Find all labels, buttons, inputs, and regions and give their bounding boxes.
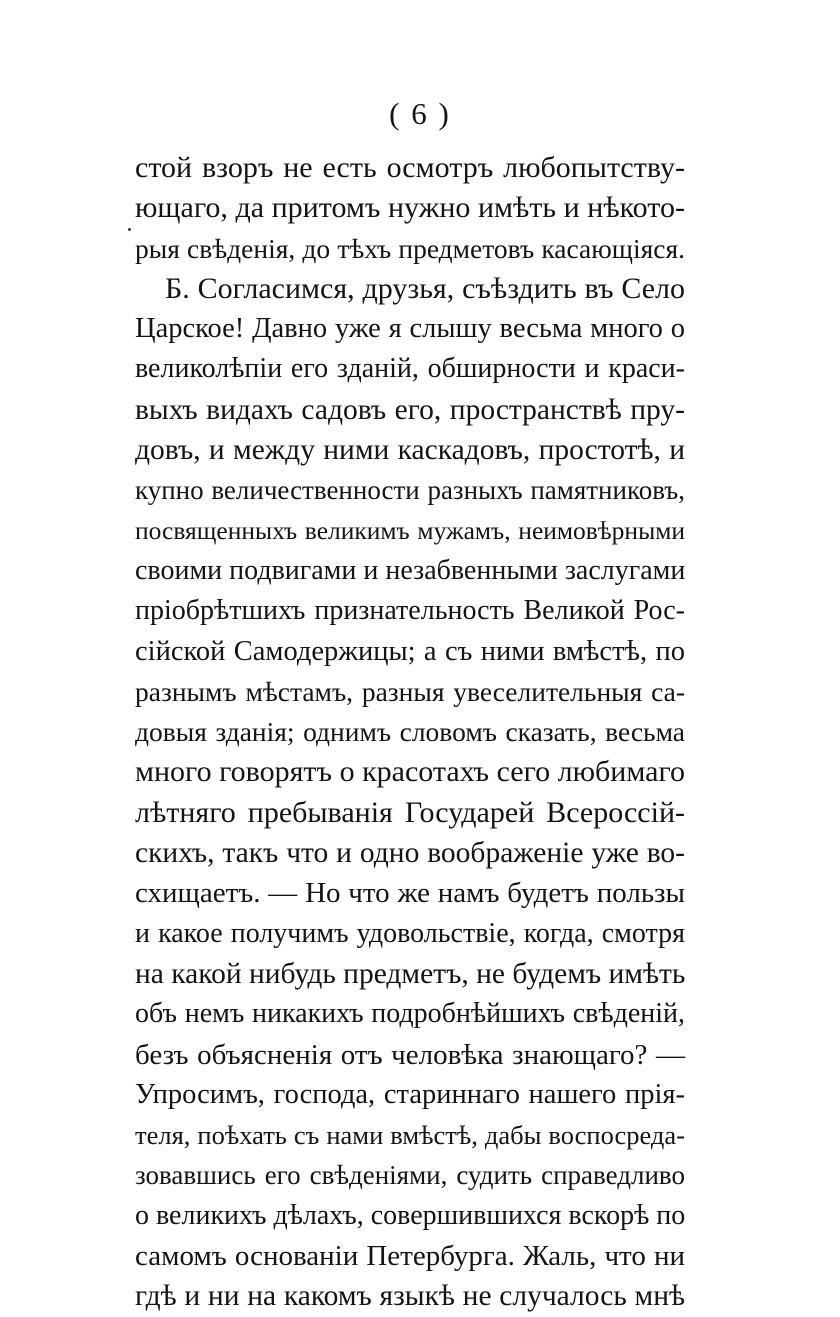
text-line: сійской Самодержицы; а съ ними вмѣстѣ, по <box>135 635 685 667</box>
text-line: великолѣпіи его зданій, обширности и краси- <box>135 353 685 385</box>
text-line: о великихъ дѣлахъ, совершившихся вскорѣ по <box>135 1199 686 1231</box>
text-line: пріобрѣтшихъ признательность Великой Рос- <box>135 595 685 627</box>
text-line: своими подвигами и незабвенными заслугами <box>135 554 686 586</box>
paragraph-start-line: Б. Согласимся, друзья, съѣздить въ Село <box>165 271 685 305</box>
text-line: ющаго, да притомъ нужно имѣть и нѣкото- <box>135 191 685 225</box>
text-line: купно величественности разныхъ памятниковъ, <box>135 475 685 506</box>
text-line: разнымъ мѣстамъ, разныя увеселительныя са- <box>135 675 685 707</box>
text-line: самомъ основаніи Петербурга. Жаль, что ни <box>135 1240 685 1273</box>
text-line: теля, поѣхать съ нами вмѣстѣ, дабы воспосреда- <box>135 1120 685 1151</box>
text-line: Упросимъ, господа, стариннаго нашего прія- <box>135 1078 685 1110</box>
text-line: стой взоръ не есть осмотръ любопытству- <box>135 151 685 184</box>
text-line: рыя свѣденія, до тѣхъ предметовъ касающіяся. <box>135 232 685 264</box>
text-line: схищаетъ. — Но что же намъ будетъ пользы <box>135 877 685 910</box>
text-line: безъ объясненія отъ человѣка знающаго? — <box>135 1038 685 1071</box>
text-line: Царское! Давно уже я слышу весьма много о <box>135 313 685 345</box>
text-line: скихъ, такъ что и одно воображеніе уже во- <box>135 837 685 870</box>
text-line: на какой нибудь предметъ, не будемъ имѣть <box>135 957 686 990</box>
text-line: довыя зданія; однимъ словомъ сказать, весьма <box>135 716 685 748</box>
page-number: ( 6 ) <box>389 96 451 131</box>
text-line: и какое получимъ удовольствіе, когда, смотря <box>135 917 685 949</box>
text-line: выхъ видахъ садовъ его, пространствѣ пру- <box>135 393 685 426</box>
text-line: лѣтняго пребыванія Государей Всероссій- <box>135 795 685 829</box>
text-line: довъ, и между ними каскадовъ, простотѣ, и <box>135 434 685 467</box>
text-line: гдѣ и ни на какомъ языкѣ не случалось мнѣ <box>135 1280 685 1313</box>
body-text <box>135 148 685 1317</box>
text-line: посвященныхъ великимъ мужамъ, неимовѣрными <box>135 515 685 545</box>
margin-mark <box>128 228 131 231</box>
text-line: много говорятъ о красотахъ сего любимаго <box>135 755 685 789</box>
text-line: объ немъ никакихъ подробнѣйшихъ свѣденій, <box>135 998 685 1030</box>
text-line: зовавшись его свѣденіями, судить справедливо <box>135 1160 685 1191</box>
